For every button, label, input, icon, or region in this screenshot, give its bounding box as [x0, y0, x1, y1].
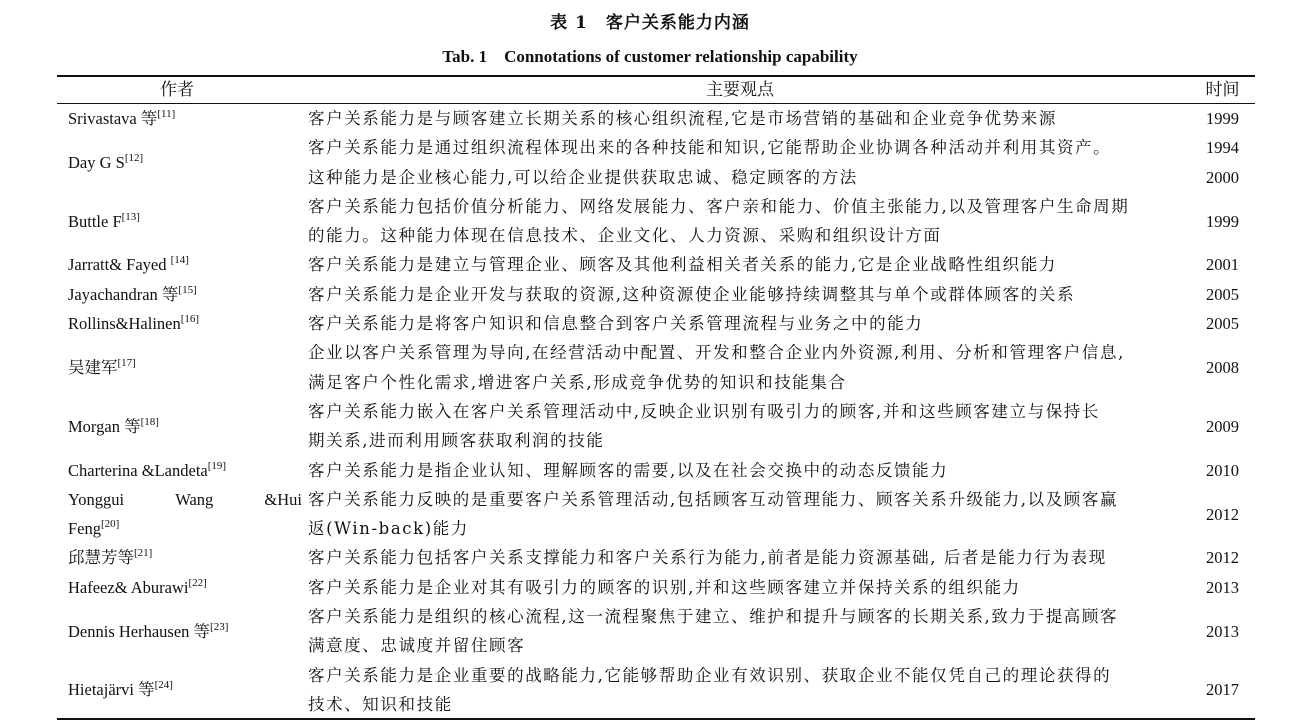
citation-ref: [20]	[101, 518, 120, 531]
year-cell	[1190, 573, 1255, 602]
author-name	[68, 485, 302, 514]
author-cell	[68, 661, 306, 720]
year-cell	[1190, 602, 1255, 661]
view-cell	[308, 338, 1125, 397]
table-row	[0, 250, 1300, 279]
view-text: 客户关系能力包括客户关系支撑能力和客户关系行为能力,前者是能力资源基础, 后者是能力行为表现	[308, 548, 1107, 568]
view-cell	[308, 133, 1111, 192]
view-cell	[308, 309, 923, 338]
view-text: 客户关系能力是将客户知识和信息整合到客户关系管理流程与业务之中的能力	[308, 314, 924, 334]
view-cell	[308, 192, 1129, 251]
table-row	[0, 192, 1300, 251]
citation-ref: [13]	[121, 210, 140, 223]
table-row	[0, 661, 1300, 720]
author-name	[68, 280, 306, 309]
top-rule	[57, 75, 1255, 77]
citation-ref: [19]	[207, 459, 227, 472]
citation-ref: [16]	[180, 313, 200, 326]
view-text: 客户关系能力是通过组织流程体现出来的各种技能和知识,它能帮助企业协调各种活动并利用其资产。	[308, 138, 1112, 158]
view-text: 客户关系能力是企业重要的战略能力,它能够帮助企业有效识别、获取企业不能仅凭自己的理论获得的	[308, 665, 1112, 685]
author-cell	[68, 573, 306, 602]
year-text: 2013	[1206, 621, 1239, 641]
view-text: 客户关系能力反映的是重要客户关系管理活动,包括顾客互动管理能力、顾客关系升级能力,以及顾客赢	[308, 489, 1119, 509]
table-row	[0, 133, 1300, 192]
header-author: 作者	[160, 80, 194, 100]
author-word: Wang	[175, 489, 214, 509]
author-name	[68, 250, 306, 279]
author-cell	[68, 192, 306, 251]
author-name	[68, 353, 306, 382]
author-name	[68, 412, 306, 441]
year-text: 2001	[1206, 255, 1239, 275]
author-cell	[68, 543, 306, 572]
author-text: Morgan 等	[68, 416, 141, 436]
author-cell	[68, 280, 306, 309]
year-cell	[1190, 485, 1255, 544]
view-text: 企业以客户关系管理为导向,在经营活动中配置、开发和整合企业内外资源,利用、分析和管理客户信息,	[308, 343, 1125, 363]
view-text: 客户关系能力是与顾客建立长期关系的核心组织流程,它是市场营销的基础和企业竞争优势来源	[308, 109, 1057, 128]
view-text: 返(Win-back)能力	[308, 519, 469, 539]
table-row	[0, 338, 1300, 397]
view-cell	[308, 573, 1021, 602]
view-text: 客户关系能力是指企业认知、理解顾客的需要,以及在社会交换中的动态反馈能力	[308, 460, 949, 480]
table-row	[0, 602, 1300, 661]
view-cell	[308, 543, 1107, 572]
view-text: 期关系,进而利用顾客获取利润的技能	[308, 431, 605, 451]
view-text: 这种能力是企业核心能力,可以给企业提供获取忠诚、稳定顾客的方法	[308, 167, 858, 187]
year-text: 2017	[1206, 680, 1239, 700]
author-name	[68, 148, 306, 177]
citation-ref: [11]	[157, 108, 176, 120]
citation-ref: [22]	[188, 576, 207, 589]
view-text: 客户关系能力是建立与管理企业、顾客及其他利益相关者关系的能力,它是企业战略性组织能力	[308, 255, 1057, 275]
author-text: Dennis Herhausen 等	[68, 621, 211, 641]
year-text: 1999	[1206, 211, 1239, 231]
view-text: 客户关系能力包括价值分析能力、网络发展能力、客户亲和能力、价值主张能力,以及管理客户生命周期	[308, 196, 1130, 216]
author-text: Charterina &Landeta	[68, 460, 208, 480]
citation-ref: [15]	[178, 283, 197, 296]
table-row	[0, 280, 1300, 309]
citation-ref: [17]	[117, 357, 136, 370]
bottom-rule	[57, 718, 1255, 720]
year-cell	[1190, 338, 1255, 397]
year-text: 2012	[1206, 504, 1239, 524]
author-name	[68, 617, 306, 646]
year-text: 2012	[1206, 548, 1239, 568]
table-title-cn: 表 1 客户关系能力内涵	[550, 13, 750, 33]
citation-ref: [14]	[170, 254, 189, 267]
view-cell	[308, 280, 1075, 309]
year-cell	[1190, 397, 1255, 456]
year-text: 2000	[1206, 167, 1239, 187]
year-cell	[1190, 192, 1255, 251]
year-text: 2013	[1206, 577, 1239, 597]
author-text: Hafeez& Aburawi	[68, 577, 189, 597]
header-view: 主要观点	[706, 80, 774, 100]
author-cell	[68, 397, 306, 456]
view-text: 客户关系能力是企业开发与获取的资源,这种资源使企业能够持续调整其与单个或群体顾客的关系	[308, 284, 1076, 304]
table-row	[0, 104, 1300, 133]
view-text: 满足客户个性化需求,增进客户关系,形成竞争优势的知识和技能集合	[308, 372, 847, 392]
author-text: Srivastava 等	[68, 109, 158, 128]
year-cell	[1190, 543, 1255, 572]
view-text: 技术、知识和技能	[308, 694, 453, 714]
year-text: 2008	[1206, 358, 1239, 378]
view-cell	[308, 104, 1057, 133]
year-cell	[1190, 133, 1255, 192]
author-name	[68, 207, 306, 236]
view-cell	[308, 456, 948, 485]
view-cell	[308, 397, 1100, 456]
table-row	[0, 456, 1300, 485]
view-text: 的能力。这种能力体现在信息技术、企业文化、人力资源、采购和组织设计方面	[308, 226, 942, 246]
year-cell	[1190, 280, 1255, 309]
view-text: 满意度、忠诚度并留住顾客	[308, 636, 526, 656]
year-text: 1994	[1206, 138, 1239, 158]
citation-ref: [18]	[140, 415, 159, 428]
year-text: 2009	[1206, 416, 1239, 436]
view-cell	[308, 602, 1118, 661]
author-text: Buttle F	[68, 211, 122, 231]
author-name	[68, 573, 306, 602]
author-cell	[68, 309, 306, 338]
author-word: &Hui	[264, 489, 302, 509]
author-name	[68, 309, 306, 338]
year-cell	[1190, 661, 1255, 720]
author-word: Yonggui	[68, 489, 125, 509]
year-cell	[1190, 104, 1255, 133]
author-text: Jayachandran 等	[68, 284, 179, 304]
author-cell	[68, 602, 306, 661]
table-row	[0, 573, 1300, 602]
year-cell	[1190, 456, 1255, 485]
year-text: 2005	[1206, 284, 1239, 304]
table-body	[0, 104, 1300, 719]
author-cell	[68, 338, 306, 397]
year-text: 2005	[1206, 314, 1239, 334]
citation-ref: [21]	[134, 547, 153, 560]
citation-ref: [12]	[124, 151, 144, 164]
author-cell	[68, 104, 306, 133]
table-title-en: Tab. 1 Connotations of customer relationship capability	[442, 47, 858, 66]
view-cell	[308, 661, 1111, 720]
author-name	[68, 456, 306, 485]
year-text: 1999	[1206, 109, 1239, 128]
author-cell	[68, 250, 306, 279]
author-text: Jarratt& Fayed	[68, 255, 171, 275]
table-row	[0, 397, 1300, 456]
author-text: Rollins&Halinen	[68, 314, 181, 334]
table-row	[0, 309, 1300, 338]
author-cell	[68, 456, 306, 485]
citation-ref: [23]	[210, 620, 229, 633]
author-text: Day G S	[68, 152, 125, 172]
author-cell	[68, 133, 306, 192]
author-text: Hietajärvi 等	[68, 680, 155, 700]
view-text: 客户关系能力嵌入在客户关系管理活动中,反映企业识别有吸引力的顾客,并和这些顾客建立与保持长	[308, 401, 1100, 421]
year-cell	[1190, 309, 1255, 338]
view-text: 客户关系能力是企业对其有吸引力的顾客的识别,并和这些顾客建立并保持关系的组织能力	[308, 577, 1021, 597]
view-cell	[308, 250, 1057, 279]
author-cell	[68, 485, 306, 544]
author-name	[68, 514, 306, 543]
author-name	[68, 675, 306, 704]
year-text: 2010	[1206, 460, 1239, 480]
author-name	[68, 104, 306, 133]
author-text: 邱慧芳等	[68, 548, 134, 568]
view-cell	[308, 485, 1118, 544]
citation-ref: [24]	[154, 679, 173, 692]
year-cell	[1190, 250, 1255, 279]
author-text: 吴建军	[68, 358, 118, 378]
author-name	[68, 543, 306, 572]
author-text: Feng	[68, 519, 101, 539]
table-row	[0, 543, 1300, 572]
table-row	[0, 485, 1300, 544]
view-text: 客户关系能力是组织的核心流程,这一流程聚焦于建立、维护和提升与顾客的长期关系,致力于提高顾客	[308, 607, 1119, 627]
header-year: 时间	[1205, 80, 1240, 100]
